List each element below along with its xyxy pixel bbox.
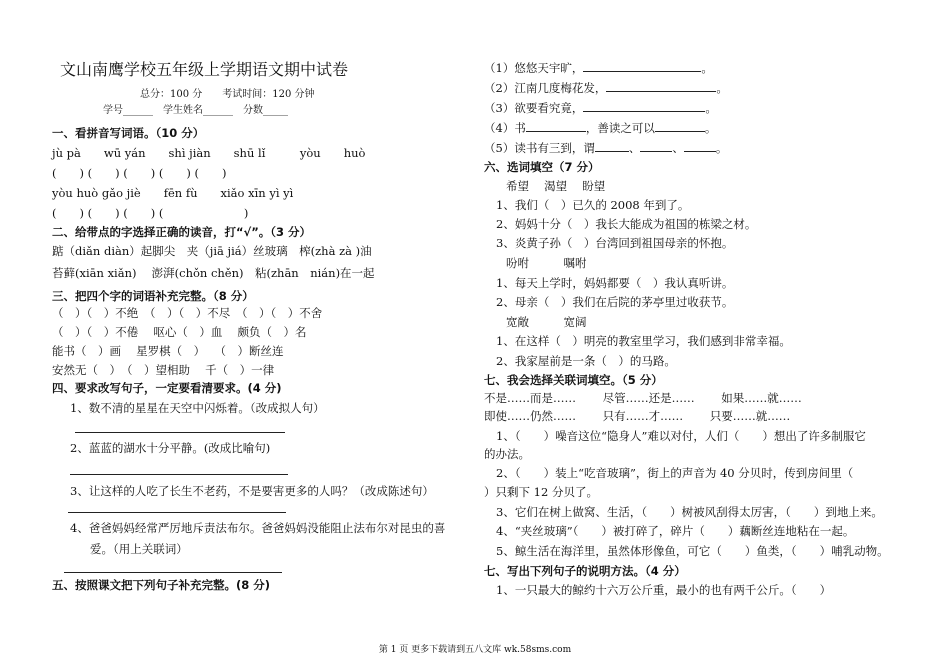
word-choices-2: 吩咐 嘱咐 <box>506 256 587 270</box>
answer-blanks-row-2[interactable]: ( ) ( ) ( ) ( ) <box>52 206 249 220</box>
fill-blank-4b[interactable] <box>655 121 705 132</box>
fill-blank-5b[interactable] <box>640 141 672 152</box>
fill-item-1-text: （1）悠悠天宇旷， <box>484 61 584 75</box>
answer-line-3[interactable] <box>68 512 286 513</box>
fill-blank-1[interactable] <box>583 61 701 72</box>
fill-item-5-sep2: 、 <box>672 141 684 155</box>
fill-item-3 <box>484 101 717 115</box>
fill-item-2-end: 。 <box>716 81 728 95</box>
section4-heading: 四、要求改写句子，一定要看清要求。(4 分) <box>52 381 282 395</box>
fill-blank-5a[interactable] <box>595 141 629 152</box>
pinyin-row-1: jù pà wū yán shì jiàn shū lǐ yòu huò <box>52 146 366 160</box>
fill-item-5 <box>484 141 727 155</box>
rewrite-question-3: 3、让这样的人吃了长生不老药，不是要害更多的人吗？（改成陈述句） <box>70 484 434 498</box>
explanation-question-1[interactable]: 1、一只最大的鲸约十六万公斤重，最小的也有两千公斤。（ ） <box>496 583 832 597</box>
choice-question-1[interactable]: 1、我们（ ）已久的 2008 年到了。 <box>496 198 690 212</box>
idiom-row-3[interactable]: 能书（ ）画 星罗棋（ ） （ ）断丝连 <box>52 344 284 358</box>
conjunction-options-1: 不是……而是…… 尽管……还是…… 如果……就…… <box>484 391 802 405</box>
rewrite-question-4b: 爱。（用上关联词） <box>90 542 188 556</box>
fill-item-5-sep1: 、 <box>628 141 641 155</box>
choice-question-4[interactable]: 1、每天上学时，妈妈都要（ ）我认真听讲。 <box>496 276 734 290</box>
fill-item-5-end: 。 <box>715 141 728 155</box>
fill-blank-4a[interactable] <box>526 121 586 132</box>
fill-item-1-end: 。 <box>701 61 713 75</box>
conjunction-question-1a[interactable]: 1、（ ）噪音这位“隐身人”难以对付，人们（ ）想出了许多制服它 <box>496 429 866 443</box>
section5-heading: 五、按照课文把下列句子补充完整。(8 分) <box>52 578 271 592</box>
fill-item-4-mid: ，善读之可以 <box>585 121 655 135</box>
conjunction-options-2: 即使……仍然…… 只有……才…… 只要……就…… <box>484 409 791 423</box>
fill-item-1 <box>484 61 713 75</box>
section6-heading: 六、选词填空（7 分） <box>484 160 600 174</box>
answer-line-4[interactable] <box>64 572 282 573</box>
pronunciation-row-1[interactable]: 踮（diǎn diàn）起脚尖 夹（jiā jiá）丝玻璃 榨(zhà zà )油 <box>52 244 372 258</box>
choice-question-5[interactable]: 2、母亲（ ）我们在后院的茅亭里过收获节。 <box>496 295 734 309</box>
choice-question-6[interactable]: 1、在这样（ ）明亮的教室里学习，我们感到非常幸福。 <box>496 334 791 348</box>
fill-item-3-text: （3）欲要看究竟， <box>484 101 584 115</box>
idiom-row-2[interactable]: （ ）（ ）不倦 呕心（ ）血 颇负（ ）名 <box>52 325 307 339</box>
pronunciation-row-2[interactable]: 苔藓(xiān xiǎn) 澎湃(chǒn chěn) 粘(zhān nián)在一起 <box>52 266 375 280</box>
section7-heading: 七、我会选择关联词填空。（5 分） <box>484 373 663 387</box>
choice-question-2[interactable]: 2、妈妈十分（ ）我长大能成为祖国的栋梁之材。 <box>496 217 757 231</box>
conjunction-question-4[interactable]: 4、“夹丝玻璃”（ ）被打碎了，碎片（ ）藕断丝连地粘在一起。 <box>496 524 855 538</box>
idiom-row-4[interactable]: 安然无（ ） （ ）望相助 千（ ）一律 <box>52 363 275 377</box>
fill-blank-3[interactable] <box>583 101 705 112</box>
conjunction-question-2a[interactable]: 2、（ ）装上“吃音玻璃”，街上的声音为 40 分贝时，传到房间里（ <box>496 466 854 480</box>
conjunction-question-2b: ）只剩下 12 分贝了。 <box>484 485 598 499</box>
fill-item-4 <box>484 121 716 135</box>
word-choices-1: 希望 渴望 盼望 <box>506 179 606 193</box>
fill-blank-2[interactable] <box>606 81 716 92</box>
choice-question-3[interactable]: 3、炎黄子孙（ ）台湾回到祖国母亲的怀抱。 <box>496 236 734 250</box>
conjunction-question-5[interactable]: 5、鲸生活在海洋里，虽然体形像鱼，可它（ ）鱼类，（ ）哺乳动物。 <box>496 544 889 558</box>
section3-heading: 三、把四个字的词语补充完整。（8 分） <box>52 289 254 303</box>
answer-blanks-row-1[interactable]: ( ) ( ) ( ) ( ) ( ) <box>52 166 227 180</box>
word-choices-3: 宽敞 宽阔 <box>506 315 587 329</box>
fill-item-4-text: （4）书 <box>484 121 526 135</box>
pinyin-row-2: yòu huò gǎo jiè fēn fù xiǎo xīn yì yì <box>52 186 294 200</box>
rewrite-question-1: 1、数不清的星星在天空中闪烁着。（改成拟人句） <box>70 401 325 415</box>
section2-heading: 二、给带点的字选择正确的读音，打“√”。（3 分） <box>52 225 312 239</box>
answer-line-2[interactable] <box>70 474 288 475</box>
answer-line-1[interactable] <box>75 432 285 433</box>
section1-heading: 一、看拼音写词语。（10 分） <box>52 126 205 140</box>
choice-question-7[interactable]: 2、我家屋前是一条（ ）的马路。 <box>496 354 676 368</box>
rewrite-question-4a: 4、爸爸妈妈经常严厉地斥责法布尔。爸爸妈妈没能阻止法布尔对昆虫的喜 <box>70 521 446 535</box>
fill-item-2 <box>484 81 728 95</box>
student-info-fields[interactable]: 学号______ 学生姓名______ 分数_____ <box>103 105 288 116</box>
page-title: 文山南鹰学校五年级上学期语文期中试卷 <box>60 60 349 79</box>
section8-heading: 七、写出下列句子的说明方法。（4 分） <box>484 564 686 578</box>
fill-item-3-end: 。 <box>705 101 717 115</box>
idiom-row-1[interactable]: （ ）（ ）不绝 （ ）（ ）不尽 （ ）（ ）不舍 <box>52 306 323 320</box>
fill-blank-5c[interactable] <box>684 141 716 152</box>
fill-item-5-text: （5）读书有三到，谓 <box>484 141 595 155</box>
score-time-info: 总分：100 分 考试时间：120 分钟 <box>140 89 315 100</box>
fill-item-4-end: 。 <box>704 121 717 135</box>
rewrite-question-2: 2、蓝蓝的湖水十分平静。(改成比喻句) <box>70 441 271 455</box>
conjunction-question-3[interactable]: 3、它们在树上做窝、生活，（ ）树被风刮得太厉害，（ ）到地上来。 <box>496 505 883 519</box>
conjunction-question-1b: 的办法。 <box>484 447 530 461</box>
page-footer: 第 1 页 更多下载请到五八文库 wk.58sms.com <box>378 645 572 655</box>
fill-item-2-text: （2）江南几度梅花发， <box>484 81 607 95</box>
